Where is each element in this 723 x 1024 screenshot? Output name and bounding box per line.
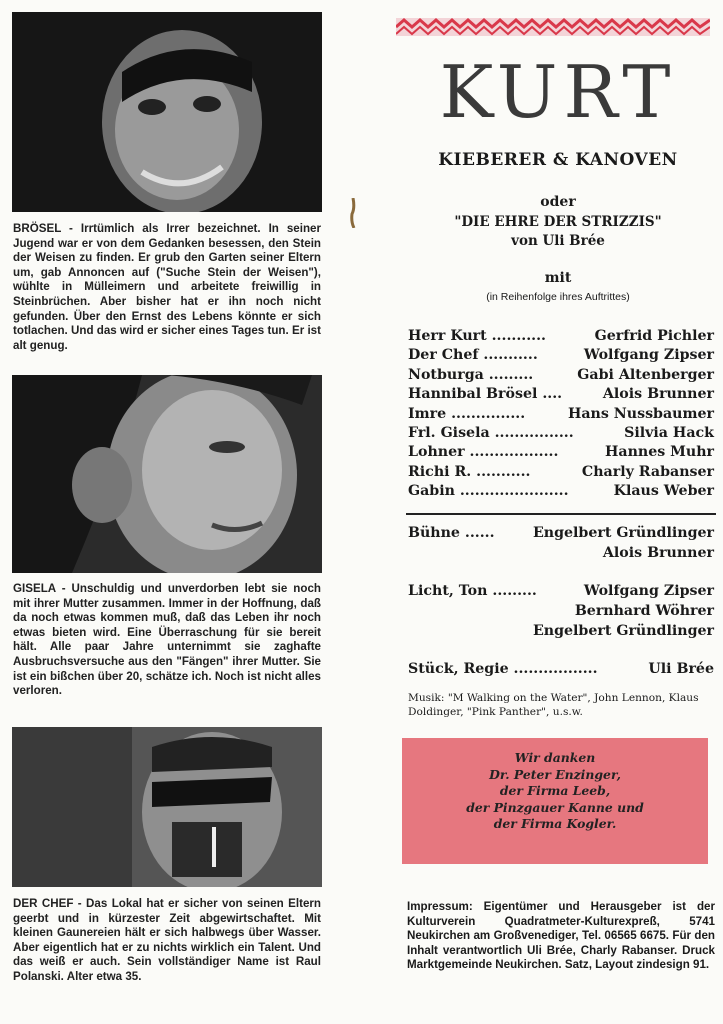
cast-actor: Wolfgang Zipser [583, 347, 714, 364]
thanks-line: der Firma Kogler. [493, 816, 617, 831]
cast-row [408, 443, 714, 462]
cast-row [408, 327, 714, 346]
caption-der-chef: DER CHEF - Das Lokal hat er sicher von seinen Eltern geerbt und in kürzester Zeit abgewirtschaftet. Mit kleinen Gaunereien hält er sich halbwegs über Wasser. Aber eigentlich hat er zu nichts wirklich ein Talent. Und das weiß er auch. Sein vollständiger Name ist Raul Polanski. Alter etwa 35. [13, 897, 321, 983]
thanks-line: der Firma Leeb, [499, 783, 611, 798]
cast-role: Hannibal Brösel .... [408, 386, 563, 403]
credit-stueck-regie [408, 660, 714, 680]
credit-name: Bernhard Wöhrer [574, 602, 714, 619]
music-credits: Musik: "M Walking on the Water", John Lennon, Klaus Doldinger, "Pink Panther", u.s.w. [408, 692, 699, 718]
credit-name: Engelbert Gründlinger [532, 525, 714, 541]
caption-gisela: GISELA - Unschuldig und unverdorben lebt sie noch mit ihrer Mutter zusammen. Immer in der Hoffnung, daß da noch etwas kommen muß, daß das Leben ihr noch etwas bieten wird. Eine Überraschung für sie bereit hält. Alle paar Jahre unternimmt sie zaghafte Ausbruchsversuche aus den "Fängen" ihrer Mutter. Sie ist ein bißchen über 20, schätze ich. Noch ist nicht alles verloren. [13, 582, 321, 698]
cast-role: Der Chef ........... [408, 347, 538, 364]
play-title: "DIE EHRE DER STRIZZIS" [454, 214, 662, 230]
credit-label: Licht, Ton ......... [408, 583, 537, 599]
cast-row [408, 366, 714, 385]
credit-name: Uli Brée [648, 661, 714, 677]
photo-gisela [12, 375, 322, 573]
cast-list [408, 327, 714, 502]
cast-row [408, 385, 714, 404]
impressum: Impressum: Eigentümer und Herausgeber ist der Kulturverein Quadratmeter-Kulturexpreß, 5741 Neukirchen am Großvenediger, Tel. 06565 6675. Für den Inhalt verantwortlich Uli Brée, Charly Rabanser. Druck Marktgemeinde Neukirchen. Satz, Layout zindesign 91. [407, 900, 715, 972]
decorative-border [396, 18, 710, 36]
author-line: von Uli Brée [511, 233, 605, 249]
thanks-line: der Pinzgauer Kanne und [466, 799, 644, 815]
cast-actor: Gabi Altenberger [577, 366, 714, 383]
cast-actor: Silvia Hack [624, 425, 714, 442]
cast-actor: Hannes Muhr [605, 444, 714, 461]
mit-text: mit [544, 270, 572, 286]
credit-label: Stück, Regie ................. [408, 661, 598, 677]
cast-actor: Hans Nussbaumer [567, 405, 714, 422]
credit-buehne [408, 524, 714, 564]
cast-row [408, 424, 714, 443]
credit-label: Bühne ...... [408, 525, 495, 541]
credit-licht-ton [408, 582, 714, 641]
cast-actor: Klaus Weber [613, 483, 714, 500]
cast-row [408, 346, 714, 365]
credit-name: Wolfgang Zipser [583, 583, 714, 599]
page-title: KURT [439, 50, 677, 134]
credit-name: Engelbert Gründlinger [532, 622, 714, 639]
caption-broesel: BRÖSEL - Irrtümlich als Irrer bezeichnet. In seiner Jugend war er von dem Gedanken besessen, den Stein der Weisen zu finden. Er grub den Garten seiner Eltern um, gab Annoncen auf ("Suche Stein der Weisen"), wühlte in Mülleimern und arbeitete freiwillig in Steinbrüchen. Aber bisher hat er ihn noch nicht gefunden. Über den Ernst des Lebens könnte er sich totlachen. Und das wird er sicher eines Tages tun. Er ist alt genug. [13, 222, 321, 352]
cast-role: Frl. Gisela ................ [408, 425, 574, 442]
cast-actor: Alois Brunner [602, 386, 714, 403]
order-note: (in Reihenfolge ihres Auftrittes) [486, 291, 630, 303]
cast-actor: Charly Rabanser [581, 463, 714, 480]
thanks-line: Wir danken [514, 750, 596, 765]
divider [406, 513, 716, 515]
cast-row [408, 405, 714, 424]
credit-name: Alois Brunner [602, 544, 714, 561]
photo-broesel [12, 12, 322, 212]
cast-role: Herr Kurt ........... [408, 328, 546, 344]
cast-row [408, 482, 714, 501]
oder-text: oder [540, 194, 576, 210]
thanks-line: Dr. Peter Enzinger, [489, 766, 621, 782]
photo-der-chef [12, 727, 322, 887]
cast-role: Richi R. ........... [408, 463, 531, 480]
cast-actor: Gerfrid Pichler [594, 328, 714, 344]
cast-row [408, 463, 714, 482]
cast-role: Notburga ......... [408, 366, 534, 383]
thanks-box [402, 738, 708, 864]
cast-role: Lohner .................. [408, 444, 559, 461]
cast-role: Gabin ...................... [408, 483, 569, 500]
subtitle: KIEBERER & KANOVEN [438, 150, 678, 170]
cast-role: Imre ............... [408, 405, 526, 422]
paper-mark [349, 198, 357, 228]
